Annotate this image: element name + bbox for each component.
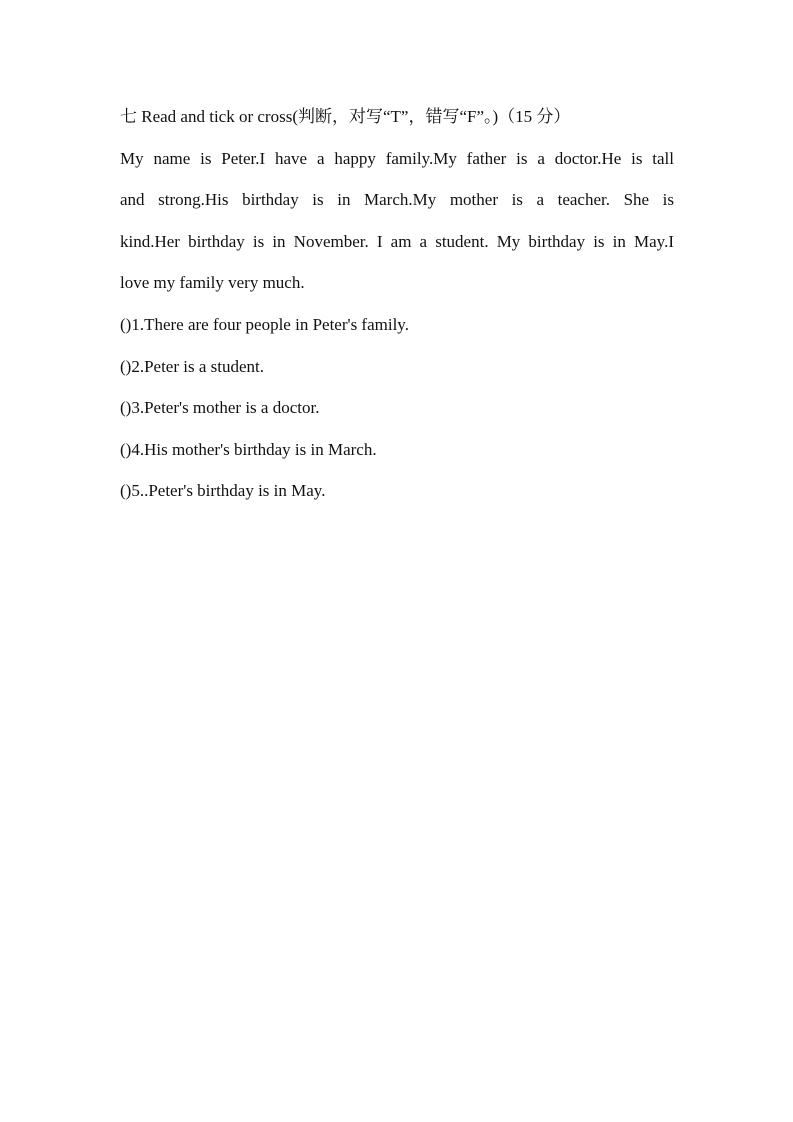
passage-line: and strong.His birthday is in March.My mother is a teacher. She is — [120, 190, 674, 210]
passage-line: kind.Her birthday is in November. I am a student. My birthday is in May.I — [120, 231, 674, 251]
worksheet-page — [120, 96, 674, 512]
question-item: ()3.Peter's mother is a doctor. — [120, 398, 320, 418]
question-item: ()4.His mother's birthday is in March. — [120, 439, 377, 459]
question-item: ()5..Peter's birthday is in May. — [120, 481, 326, 501]
section-heading: 七 Read and tick or cross(判断，对写“T”，错写“F”。)（15 分） — [120, 107, 571, 126]
question-item: ()2.Peter is a student. — [120, 356, 264, 376]
passage-line: My name is Peter.I have a happy family.My father is a doctor.He is tall — [120, 148, 674, 168]
question-list — [120, 304, 674, 512]
passage-line: love my family very much. — [120, 273, 305, 293]
question-item: ()1.There are four people in Peter's family. — [120, 314, 409, 334]
reading-passage — [120, 138, 674, 304]
